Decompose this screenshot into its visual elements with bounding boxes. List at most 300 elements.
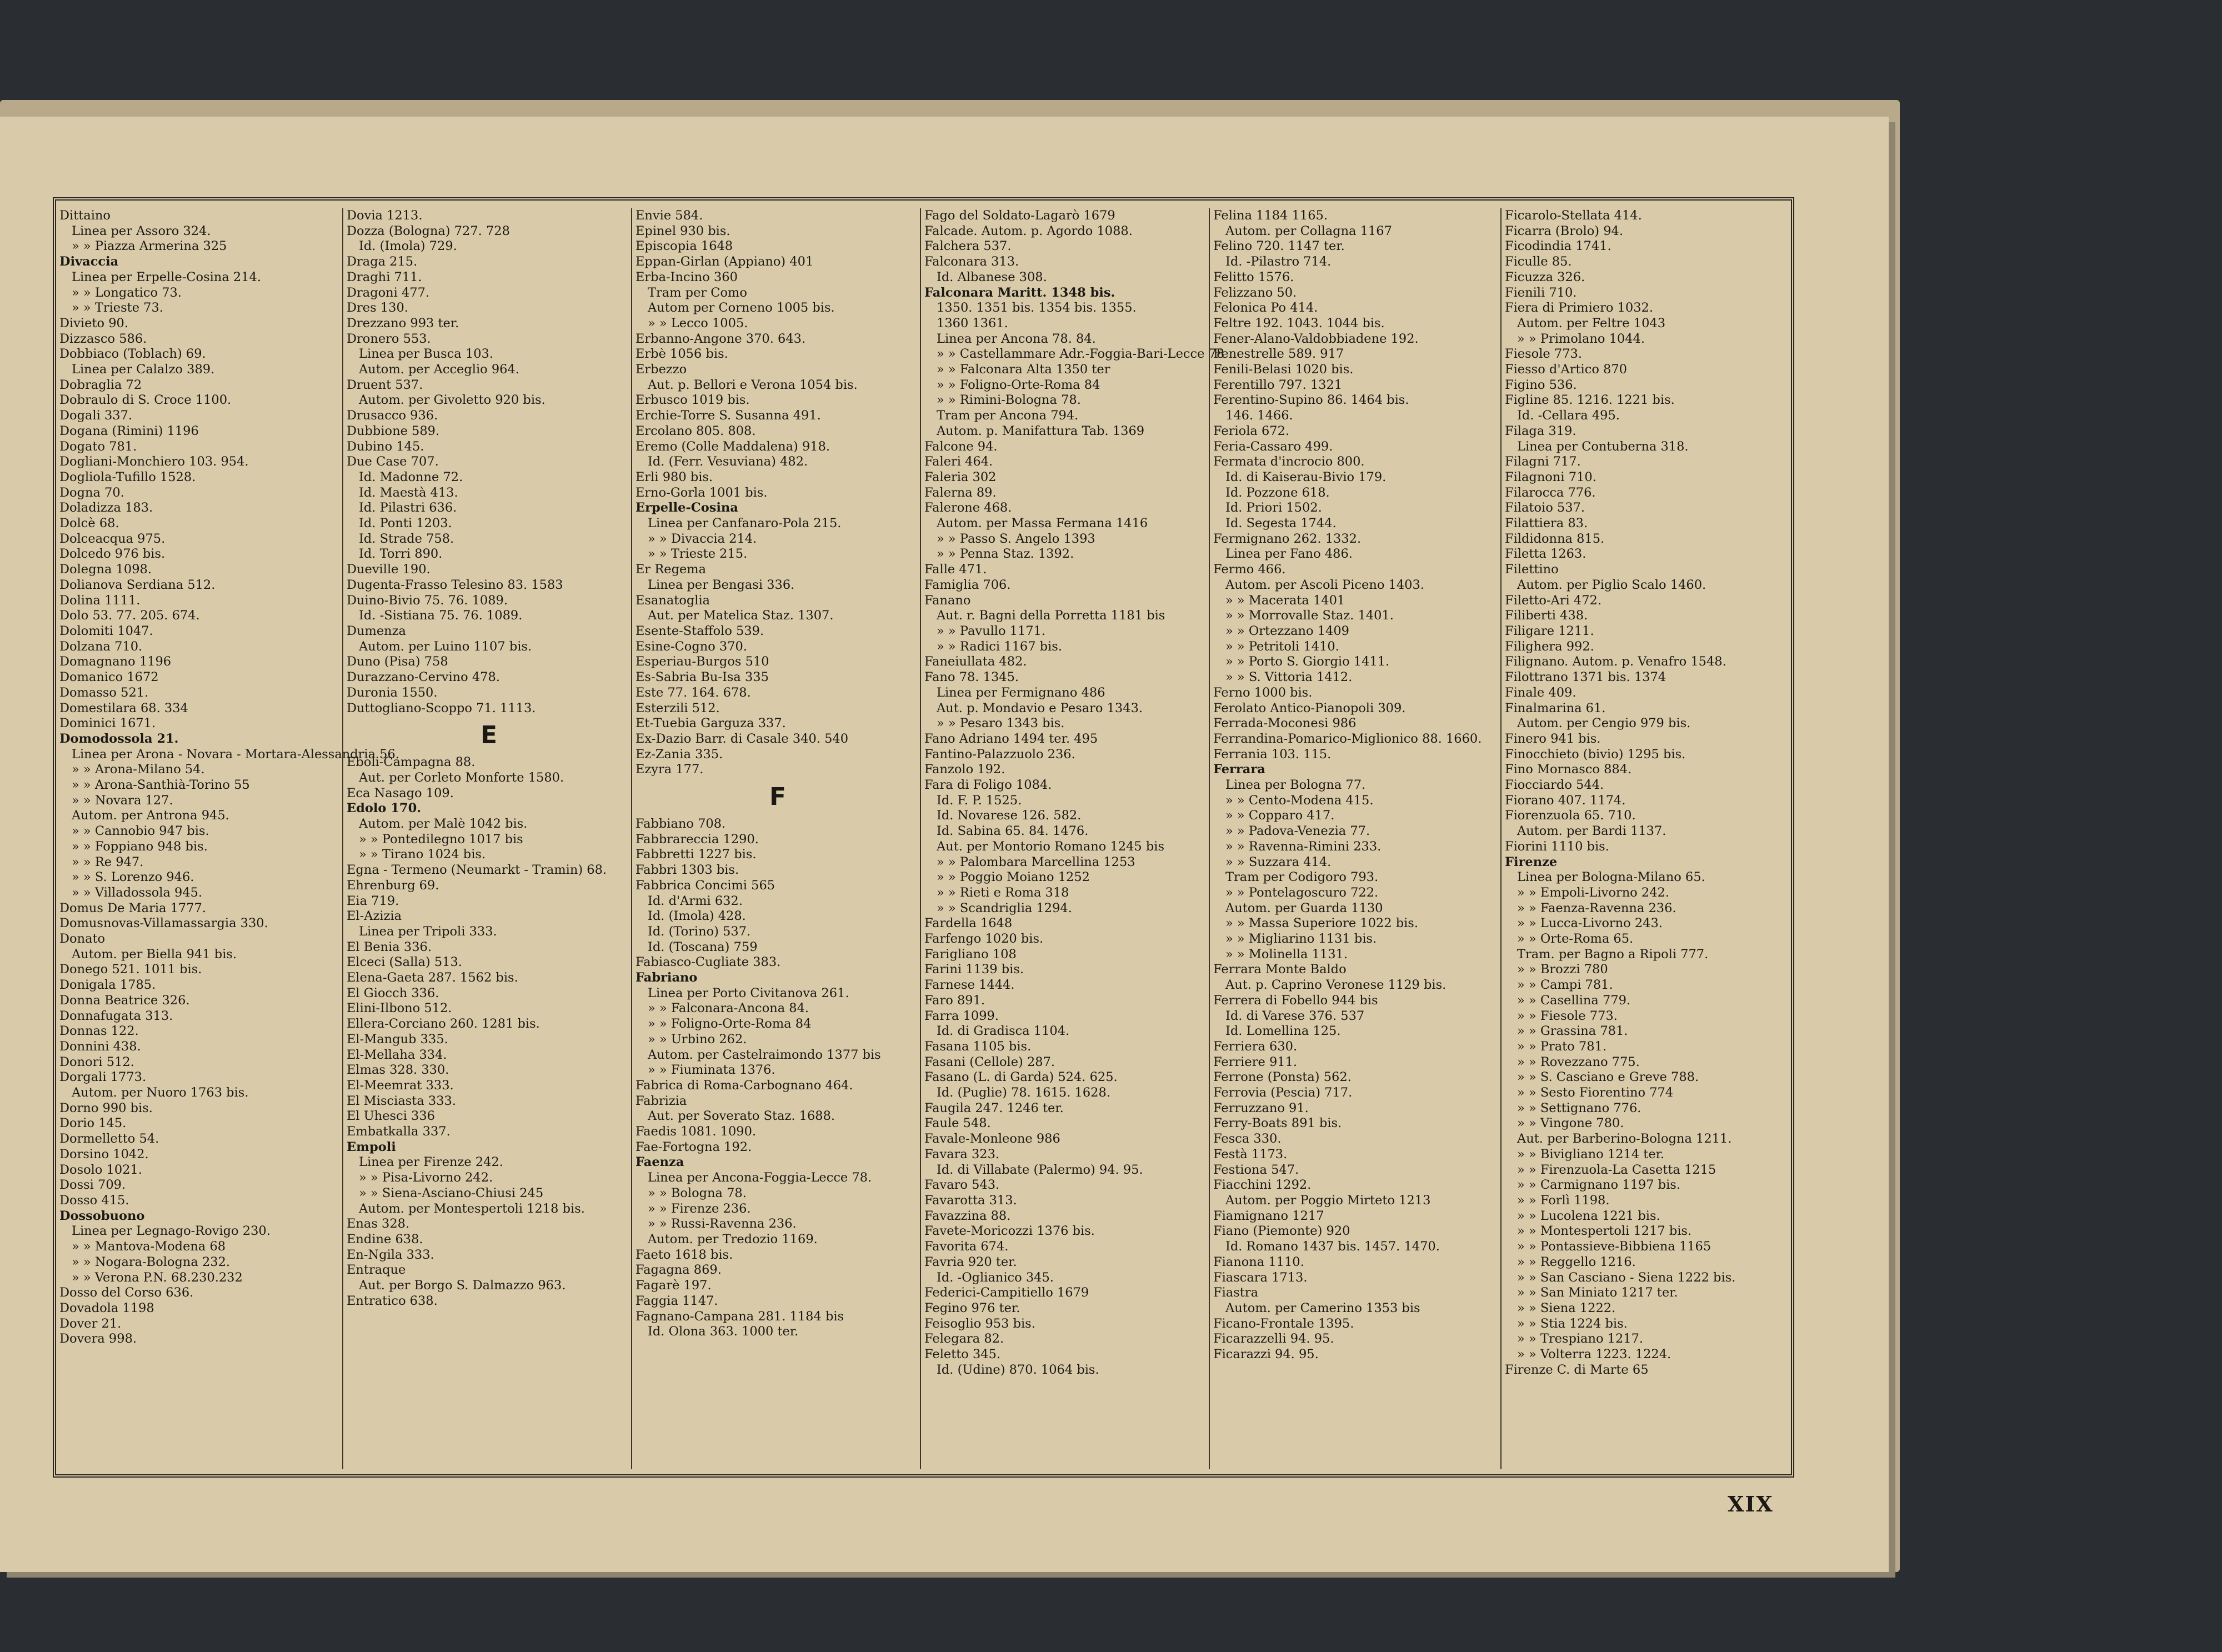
index-entry: Linea per Tripoli 333. [359, 924, 497, 939]
index-entry: Drusacco 936. [347, 408, 438, 423]
index-entry: Dosso del Corso 636. [59, 1285, 194, 1300]
index-entry: Tram per Codigoro 793. [1225, 870, 1379, 885]
index-entry: Farnese 1444. [924, 978, 1015, 993]
index-entry: Falcone 94. [924, 439, 998, 454]
index-entry: Id. (Udine) 870. 1064 bis. [937, 1362, 1099, 1377]
index-entry: » » Vingone 780. [1517, 1116, 1624, 1131]
index-entry: Filigare 1211. [1505, 623, 1594, 638]
index-entry: Filatoio 537. [1505, 500, 1585, 515]
index-entry: » » Forlì 1198. [1517, 1193, 1610, 1208]
index-entry: Finero 941 bis. [1505, 731, 1601, 746]
index-entry: Elini-Ilbono 512. [347, 1001, 452, 1016]
index-entry: Felitto 1576. [1213, 269, 1294, 284]
index-entry: Felegara 82. [924, 1331, 1004, 1346]
index-entry: Falcade. Autom. p. Agordo 1088. [924, 223, 1133, 238]
index-entry: Fiastra [1213, 1285, 1258, 1300]
index-entry: Domestilara 68. 334 [59, 700, 188, 715]
index-entry: » » Villadossola 945. [72, 885, 203, 900]
index-entry: Dorno 990 bis. [59, 1100, 153, 1115]
index-entry: Autom per Corneno 1005 bis. [648, 301, 835, 316]
index-entry: Aut. p. Caprino Veronese 1129 bis. [1225, 978, 1447, 993]
index-entry: Faggia 1147. [635, 1293, 718, 1308]
section-letter: F [769, 783, 787, 812]
index-entry: Autom. per Ascoli Piceno 1403. [1225, 577, 1424, 592]
index-entry: Durazzano-Cervino 478. [347, 670, 500, 685]
index-entry: Dolomiti 1047. [59, 623, 153, 638]
index-entry: » » Passo S. Angelo 1393 [937, 531, 1095, 546]
index-entry: Festà 1173. [1213, 1147, 1288, 1162]
index-entry: Draga 215. [347, 254, 418, 269]
index-entry: Autom. per Poggio Mirteto 1213 [1225, 1193, 1431, 1208]
index-entry: Ferry-Boats 891 bis. [1213, 1116, 1342, 1131]
index-entry: Fasani (Cellole) 287. [924, 1054, 1055, 1069]
index-entry: Aut. p. Mondavio e Pesaro 1343. [937, 700, 1143, 715]
index-entry: Id. Sabina 65. 84. 1476. [937, 824, 1089, 839]
index-entry: El-Mangub 335. [347, 1032, 448, 1047]
index-entry: » » Settignano 776. [1517, 1100, 1642, 1115]
page-number: XIX [1728, 1491, 1774, 1516]
index-entry: » » Urbino 262. [648, 1032, 747, 1047]
index-entry: Autom. per Collagna 1167 [1225, 223, 1392, 238]
index-entry: » » Nogara-Bologna 232. [72, 1254, 231, 1269]
index-entry: » » San Miniato 1217 ter. [1517, 1285, 1678, 1300]
index-entry: » » Primolano 1044. [1517, 331, 1645, 346]
index-entry: » » Morrovalle Staz. 1401. [1225, 608, 1394, 623]
index-entry: Fabrizia [635, 1093, 687, 1108]
index-entry: Fabbrica Concimi 565 [635, 878, 775, 893]
index-entry: » » Foppiano 948 bis. [72, 839, 208, 854]
index-entry: Esperiau-Burgos 510 [635, 654, 769, 669]
index-entry: Linea per Ancona-Foggia-Lecce 78. [648, 1170, 872, 1185]
index-entry: Draghi 711. [347, 269, 422, 284]
index-entry: Fiorenzuola 65. 710. [1505, 808, 1636, 823]
index-column-6 [1500, 208, 1791, 1469]
index-entry: Linea per Canfanaro-Pola 215. [648, 516, 842, 531]
index-entry: Tram. per Bagno a Ripoli 777. [1517, 947, 1709, 962]
index-entry: Autom. per Massa Fermana 1416 [937, 516, 1148, 531]
index-entry: Ferruzzano 91. [1213, 1100, 1309, 1115]
index-entry: » » Carmignano 1197 bis. [1517, 1178, 1680, 1193]
index-entry: Linea per Porto Civitanova 261. [648, 985, 849, 1000]
index-entry: » » Prato 781. [1517, 1039, 1607, 1054]
index-entry: » » Falconara-Ancona 84. [648, 1001, 809, 1016]
index-entry: Fabbri 1303 bis. [635, 863, 739, 878]
index-entry: Filarocca 776. [1505, 485, 1596, 500]
index-entry: » » Pontedilegno 1017 bis [359, 832, 523, 847]
index-entry: El-Azizia [347, 909, 402, 924]
index-entry: Erchie-Torre S. Susanna 491. [635, 408, 821, 423]
index-entry: » » Molinella 1131. [1225, 947, 1348, 962]
index-entry: Dolianova Serdiana 512. [59, 577, 216, 592]
index-entry: Ehrenburg 69. [347, 878, 439, 893]
index-entry: Esente-Staffolo 539. [635, 623, 764, 638]
index-entry: Fermata d'incrocio 800. [1213, 454, 1365, 469]
index-entry: » » Rieti e Roma 318 [937, 885, 1069, 900]
index-entry: Erli 980 bis. [635, 469, 713, 484]
index-entry: Filighera 992. [1505, 639, 1594, 654]
index-entry: Dragoni 477. [347, 285, 430, 300]
index-entry: Favaro 543. [924, 1178, 1000, 1193]
index-entry-heading: Empoli [347, 1139, 396, 1154]
index-entry: Ellera-Corciano 260. 1281 bis. [347, 1017, 540, 1032]
index-entry: El Misciasta 333. [347, 1093, 457, 1108]
index-entry: Elmas 328. 330. [347, 1063, 449, 1078]
index-entry: Filetto-Ari 472. [1505, 593, 1602, 608]
index-entry: Duttogliano-Scoppo 71. 1113. [347, 700, 536, 715]
index-entry: Fagnano-Campana 281. 1184 bis [635, 1309, 844, 1324]
index-entry: Ficuzza 326. [1505, 269, 1585, 284]
index-entry: Dobraglia 72 [59, 377, 142, 392]
index-entry: » » S. Lorenzo 946. [72, 870, 194, 885]
index-entry: Ferrera di Fobello 944 bis [1213, 993, 1378, 1008]
index-entry: Dronero 553. [347, 331, 431, 346]
index-entry: Linea per Fano 486. [1225, 547, 1353, 562]
index-entry: Id. Olona 363. 1000 ter. [648, 1324, 799, 1339]
index-entry: Festiona 547. [1213, 1162, 1299, 1177]
index-entry: Erba-Incino 360 [635, 269, 738, 284]
index-entry: Fienili 710. [1505, 285, 1577, 300]
index-entry: Id. di Gradisca 1104. [937, 1024, 1070, 1039]
index-entry: Erbusco 1019 bis. [635, 393, 750, 408]
index-entry: Id. -Oglianico 345. [937, 1270, 1054, 1285]
index-entry: Fago del Soldato-Lagarò 1679 [924, 208, 1115, 223]
index-entry: » » Pesaro 1343 bis. [937, 716, 1065, 731]
index-entry: Dogliola-Tufillo 1528. [59, 469, 196, 484]
index-entry: » » Fiuminata 1376. [648, 1063, 775, 1078]
index-entry: Ferrada-Moconesi 986 [1213, 716, 1357, 731]
index-entry: » » Pontassieve-Bibbiena 1165 [1517, 1239, 1711, 1254]
index-entry: Eremo (Colle Maddalena) 918. [635, 439, 830, 454]
index-entry: Filagnoni 710. [1505, 469, 1597, 484]
index-entry: Fenestrelle 589. 917 [1213, 347, 1344, 362]
index-entry: Id. Torri 890. [359, 547, 443, 562]
index-entry: Id. (Puglie) 78. 1615. 1628. [937, 1085, 1110, 1100]
index-entry: Id. (Imola) 729. [359, 239, 457, 254]
index-entry: Id. (Torino) 537. [648, 924, 751, 939]
index-entry: Filetta 1263. [1505, 547, 1587, 562]
index-entry: Felonica Po 414. [1213, 301, 1318, 316]
index-entry: Endine 638. [347, 1232, 423, 1246]
index-entry: Epinel 930 bis. [635, 223, 730, 238]
index-entry: Linea per Assoro 324. [72, 223, 211, 238]
index-entry: Dominici 1671. [59, 716, 156, 731]
index-entry: Dolzana 710. [59, 639, 143, 654]
index-entry: Favria 920 ter. [924, 1254, 1017, 1269]
index-entry: Id. Ponti 1203. [359, 516, 452, 531]
index-entry: Duino-Bivio 75. 76. 1089. [347, 593, 508, 608]
index-entry: Favazzina 88. [924, 1208, 1011, 1223]
index-entry: » » S. Vittoria 1412. [1225, 670, 1353, 685]
index-entry: Id. Maestà 413. [359, 485, 458, 500]
index-entry: Linea per Bologna 77. [1225, 778, 1366, 793]
index-entry: Id. Pilastri 636. [359, 500, 457, 515]
index-entry: Feriola 672. [1213, 423, 1290, 438]
index-entry: En-Ngila 333. [347, 1247, 434, 1262]
index-entry: Dolcedo 976 bis. [59, 547, 166, 562]
index-entry: » » Tirano 1024 bis. [359, 847, 486, 862]
index-entry: Fantino-Palazzuolo 236. [924, 747, 1075, 762]
index-entry: Linea per Legnago-Rovigo 230. [72, 1224, 271, 1239]
index-entry: Autom. per Piglio Scalo 1460. [1517, 577, 1706, 592]
index-entry: Finale 409. [1505, 685, 1577, 700]
index-entry: Donori 512. [59, 1054, 134, 1069]
index-entry: Id. Pozzone 618. [1225, 485, 1330, 500]
index-entry: Filettino [1505, 562, 1559, 577]
index-entry: Tram per Ancona 794. [937, 408, 1079, 423]
index-entry-heading: Falconara Maritt. 1348 bis. [924, 285, 1115, 300]
index-entry: Egna - Termeno (Neumarkt - Tramin) 68. [347, 863, 607, 878]
index-entry: » » Novara 127. [72, 793, 173, 808]
index-entry: Ez-Zania 335. [635, 747, 723, 762]
index-entry: Esanatoglia [635, 593, 710, 608]
index-entry: Fano 78. 1345. [924, 670, 1019, 685]
index-entry: » » Porto S. Giorgio 1411. [1225, 654, 1390, 669]
index-entry: » » Falconara Alta 1350 ter [937, 362, 1110, 377]
index-entry: Esine-Cogno 370. [635, 639, 748, 654]
index-entry: » » Scandriglia 1294. [937, 900, 1072, 915]
index-entry: Autom. per Antrona 945. [72, 808, 229, 823]
index-entry: Felino 720. 1147 ter. [1213, 239, 1345, 254]
index-entry: Fasana 1105 bis. [924, 1039, 1032, 1054]
index-entry: Fiascara 1713. [1213, 1270, 1308, 1285]
index-entry: » » Trieste 215. [648, 547, 748, 562]
index-entry: Aut. r. Bagni della Porretta 1181 bis [937, 608, 1165, 623]
index-entry: Id. Lomellina 125. [1225, 1024, 1341, 1039]
index-entry: Autom. per Guarda 1130 [1225, 900, 1383, 915]
index-entry: Id. di Varese 376. 537 [1225, 1008, 1365, 1023]
index-entry: Dizzasco 586. [59, 331, 147, 346]
index-entry: Donna Beatrice 326. [59, 993, 190, 1008]
index-entry: » » Campi 781. [1517, 978, 1613, 993]
index-entry: Dorsino 1042. [59, 1147, 149, 1162]
index-entry: 1350. 1351 bis. 1354 bis. 1355. [937, 301, 1137, 316]
index-entry: Embatkalla 337. [347, 1124, 451, 1139]
index-entry: Autom. per Bardi 1137. [1517, 824, 1666, 839]
index-entry: Autom. per Nuoro 1763 bis. [72, 1085, 249, 1100]
index-entry: Dittaino [59, 208, 111, 223]
index-entry: Drezzano 993 ter. [347, 316, 459, 331]
index-entry: Fianona 1110. [1213, 1254, 1304, 1269]
index-entry: Ficarazzi 94. 95. [1213, 1347, 1319, 1362]
index-entry: » » Lucolena 1221 bis. [1517, 1208, 1660, 1223]
index-entry: Ferrara Monte Baldo [1213, 962, 1347, 977]
index-entry: Episcopia 1648 [635, 239, 733, 254]
index-entry: Donnini 438. [59, 1039, 141, 1054]
index-entry: Dres 130. [347, 301, 408, 316]
index-entry: Id. Segesta 1744. [1225, 516, 1337, 531]
index-entry: » » Trieste 73. [72, 301, 163, 316]
index-entry: Id. -Pilastro 714. [1225, 254, 1332, 269]
index-entry: Fabiasco-Cugliate 383. [635, 955, 781, 970]
index-entry: Id. -Sistiana 75. 76. 1089. [359, 608, 523, 623]
index-entry: Ficulle 85. [1505, 254, 1572, 269]
index-entry-heading: Fabriano [635, 970, 698, 985]
index-entry: Farini 1139 bis. [924, 962, 1024, 977]
index-entry: Ferrania 103. 115. [1213, 747, 1332, 762]
index-entry: Id. F. P. 1525. [937, 793, 1022, 808]
index-entry: Donigala 1785. [59, 978, 156, 993]
index-entry: » » S. Casciano e Greve 788. [1517, 1070, 1699, 1085]
index-entry: Farra 1099. [924, 1008, 999, 1023]
index-entry: » » Rimini-Bologna 78. [937, 393, 1081, 408]
index-entry: » » San Casciano - Siena 1222 bis. [1517, 1270, 1736, 1285]
index-entry: Linea per Bologna-Milano 65. [1517, 870, 1705, 885]
index-entry: Aut. per Matelica Staz. 1307. [648, 608, 834, 623]
index-entry: Linea per Arona - Novara - Mortara-Alessandria 56. [72, 747, 399, 762]
index-entry: Dogliani-Monchiero 103. 954. [59, 454, 249, 469]
index-entry: Favale-Monleone 986 [924, 1132, 1060, 1147]
index-entry: Dolcè 68. [59, 516, 119, 531]
section-letter: E [480, 721, 498, 750]
index-entry: Ezyra 177. [635, 762, 704, 777]
index-entry: Finalmarina 61. [1505, 700, 1606, 715]
index-entry: Autom. per Montespertoli 1218 bis. [359, 1201, 585, 1216]
index-entry: » » Cento-Modena 415. [1225, 793, 1374, 808]
index-entry: Filignano. Autom. p. Venafro 1548. [1505, 654, 1726, 669]
index-entry: Es-Sabria Bu-Isa 335 [635, 670, 769, 685]
index-entry: Id. Romano 1437 bis. 1457. 1470. [1225, 1239, 1440, 1254]
index-entry: Erbezzo [635, 362, 687, 377]
index-entry: Ferriere 911. [1213, 1054, 1298, 1069]
index-entry: Fiorano 407. 1174. [1505, 793, 1626, 808]
index-entry: » » Penna Staz. 1392. [937, 547, 1074, 562]
index-entry: » » Arona-Milano 54. [72, 762, 205, 777]
index-entry: Fildidonna 815. [1505, 531, 1605, 546]
index-entry: Id. di Villabate (Palermo) 94. 95. [937, 1162, 1143, 1177]
index-entry: Donato [59, 932, 106, 947]
index-entry: Fiesole 773. [1505, 347, 1582, 362]
index-entry: Id. Priori 1502. [1225, 500, 1322, 515]
index-entry: Erbanno-Angone 370. 643. [635, 331, 806, 346]
index-entry: Filaga 319. [1505, 423, 1577, 438]
index-entry: Fara di Foligo 1084. [924, 778, 1052, 793]
index-entry: Druent 537. [347, 377, 423, 392]
index-entry: Ficano-Frontale 1395. [1213, 1316, 1354, 1331]
index-entry: Figino 536. [1505, 377, 1577, 392]
index-entry: Linea per Contuberna 318. [1517, 439, 1689, 454]
index-entry: » » Longatico 73. [72, 285, 182, 300]
index-entry: Ficodindia 1741. [1505, 239, 1612, 254]
index-entry: » » Poggio Moiano 1252 [937, 870, 1090, 885]
index-frame [53, 197, 1794, 1478]
index-entry: » » Castellammare Adr.-Foggia-Bari-Lecce 78 [937, 347, 1225, 362]
index-entry: Fiano (Piemonte) 920 [1213, 1224, 1350, 1239]
index-entry: Dozza (Bologna) 727. 728 [347, 223, 510, 238]
index-entry: Ficarazzelli 94. 95. [1213, 1331, 1334, 1346]
index-entry: » » Faenza-Ravenna 236. [1517, 900, 1676, 915]
index-entry: » » Orte-Roma 65. [1517, 932, 1634, 947]
index-entry: Linea per Erpelle-Cosina 214. [72, 269, 262, 284]
index-entry: Dovia 1213. [347, 208, 423, 223]
index-entry: Dover 21. [59, 1316, 122, 1331]
index-entry: » » Rovezzano 775. [1517, 1054, 1640, 1069]
index-entry: El Giocch 336. [347, 985, 439, 1000]
index-entry: Falerone 468. [924, 500, 1012, 515]
index-entry: » » Radici 1167 bis. [937, 639, 1062, 654]
index-entry: Faleri 464. [924, 454, 993, 469]
index-entry: Ferno 1000 bis. [1213, 685, 1313, 700]
index-entry: Autom. per Camerino 1353 bis [1225, 1300, 1420, 1315]
index-entry: Autom. per Luino 1107 bis. [359, 639, 532, 654]
index-entry: Id. Novarese 126. 582. [937, 808, 1082, 823]
index-entry: Dumenza [347, 623, 406, 638]
index-entry: Dormelletto 54. [59, 1132, 159, 1147]
index-entry: » » Sesto Fiorentino 774 [1517, 1085, 1674, 1100]
index-entry: Erbè 1056 bis. [635, 347, 728, 362]
index-entry: Fiamignano 1217 [1213, 1208, 1324, 1223]
index-entry: Dolceacqua 975. [59, 531, 166, 546]
index-entry: Domus De Maria 1777. [59, 900, 207, 915]
index-entry: » » Piazza Armerina 325 [72, 239, 227, 254]
index-entry: Id. -Cellara 495. [1517, 408, 1620, 423]
index-entry: Falchera 537. [924, 239, 1012, 254]
index-entry: Autom. per Givoletto 920 bis. [359, 393, 546, 408]
index-entry: Divieto 90. [59, 316, 128, 331]
index-entry: Filiberti 438. [1505, 608, 1588, 623]
index-entry: Doladizza 183. [59, 500, 153, 515]
index-entry: Domasso 521. [59, 685, 149, 700]
index-entry: Dosolo 1021. [59, 1162, 142, 1177]
index-entry: Favarotta 313. [924, 1193, 1017, 1208]
index-entry: Fiesso d'Artico 870 [1505, 362, 1627, 377]
index-entry: Enas 328. [347, 1217, 410, 1232]
index-entry: Autom. p. Manifattura Tab. 1369 [937, 423, 1145, 438]
index-entry: 1360 1361. [937, 316, 1008, 331]
index-entry: Id. Albanese 308. [937, 269, 1047, 284]
index-entry: Faule 548. [924, 1116, 991, 1131]
index-entry-heading: Domodossola 21. [59, 731, 179, 746]
index-entry: Esterzili 512. [635, 700, 720, 715]
index-entry: » » Foligno-Orte-Roma 84 [648, 1017, 812, 1032]
index-entry: Fae-Fortogna 192. [635, 1139, 752, 1154]
index-entry-heading: Dossobuono [59, 1208, 145, 1223]
index-entry: » » Firenzuola-La Casetta 1215 [1517, 1162, 1716, 1177]
index-entry: » » Siena-Asciano-Chiusi 245 [359, 1185, 544, 1200]
index-entry: Fabbrareccia 1290. [635, 832, 759, 847]
index-entry: Fabrica di Roma-Carbognano 464. [635, 1078, 853, 1093]
index-entry: » » Foligno-Orte-Roma 84 [937, 377, 1100, 392]
index-entry: Ferrone (Ponsta) 562. [1213, 1070, 1352, 1085]
index-entry: Felizzano 50. [1213, 285, 1297, 300]
index-entry: » » Grassina 781. [1517, 1024, 1628, 1039]
index-entry: Ferentillo 797. 1321 [1213, 377, 1343, 392]
index-entry: Linea per Calalzo 389. [72, 362, 215, 377]
index-entry: Aut. per Montorio Romano 1245 bis [937, 839, 1165, 854]
index-entry: » » Massa Superiore 1022 bis. [1225, 916, 1419, 931]
index-entry: El-Mellaha 334. [347, 1047, 447, 1062]
index-entry: » » Lecco 1005. [648, 316, 748, 331]
index-entry: Eppan-Girlan (Appiano) 401 [635, 254, 814, 269]
index-entry: » » Copparo 417. [1225, 808, 1335, 823]
index-entry: Et-Tuebia Garguza 337. [635, 716, 786, 731]
index-entry: » » Re 947. [72, 854, 144, 869]
index-entry: Finocchieto (bivio) 1295 bis. [1505, 747, 1686, 762]
index-entry: » » Russi-Ravenna 236. [648, 1217, 797, 1232]
index-entry: Autom. per Tredozio 1169. [648, 1232, 818, 1246]
index-entry: Dovera 998. [59, 1331, 137, 1346]
index-entry: Duronia 1550. [347, 685, 438, 700]
index-entry: Fano Adriano 1494 ter. 495 [924, 731, 1098, 746]
index-entry: Faeto 1618 bis. [635, 1247, 733, 1262]
index-entry: Feletto 345. [924, 1347, 1001, 1362]
index-entry: Tram per Como [648, 285, 747, 300]
index-entry: » » Firenze 236. [648, 1201, 751, 1216]
index-entry: Dolina 1111. [59, 593, 141, 608]
index-entry: » » Petritoli 1410. [1225, 639, 1339, 654]
index-entry: Faneiullata 482. [924, 654, 1027, 669]
index-entry-heading: Divaccia [59, 254, 119, 269]
index-entry: Faleria 302 [924, 469, 997, 484]
